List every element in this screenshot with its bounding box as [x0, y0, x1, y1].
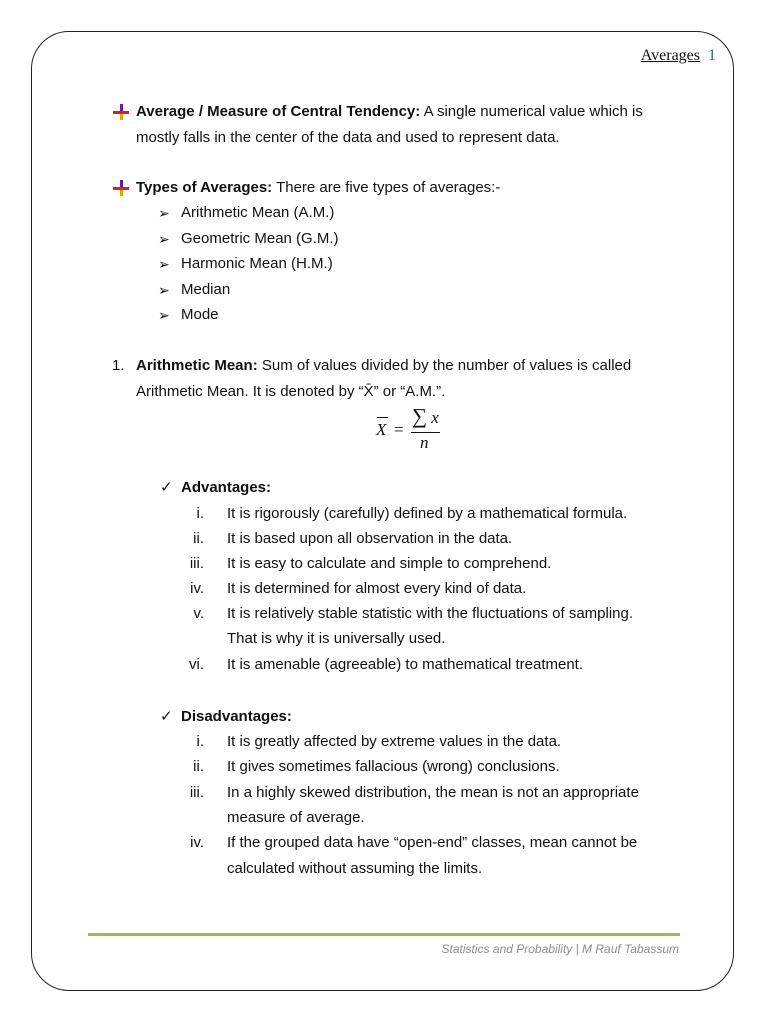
list-item-continued: calculated without assuming the limits. — [227, 860, 483, 877]
list-item: It is determined for almost every kind of data. — [227, 580, 527, 597]
list-number: iii. — [189, 555, 204, 572]
cross-bullet-icon — [113, 104, 129, 120]
types-definition: There are five types of averages:- — [272, 179, 501, 196]
footer-divider — [88, 933, 680, 936]
cross-bullet-icon — [113, 180, 129, 196]
mean-formula — [372, 404, 452, 454]
arrow-bullet-icon: ➢ — [158, 205, 170, 221]
am-term: Arithmetic Mean: — [136, 357, 258, 374]
am-line-1 — [136, 356, 631, 376]
arrow-bullet-icon: ➢ — [158, 282, 170, 298]
types-item: Median — [181, 281, 231, 298]
list-item: It is relatively stable statistic with the fluctuations of sampling. — [227, 605, 634, 622]
list-number: i. — [196, 505, 204, 522]
intro-term: Average / Measure of Central Tendency: — [136, 103, 421, 120]
list-item: It gives sometimes fallacious (wrong) conclusions. — [227, 758, 560, 775]
list-item: If the grouped data have “open-end” classes, mean cannot be — [227, 834, 638, 851]
types-item: Arithmetic Mean (A.M.) — [181, 204, 335, 221]
list-item: It is based upon all observation in the data. — [227, 530, 513, 547]
list-number: iv. — [190, 580, 204, 597]
intro-line-1 — [136, 102, 643, 122]
list-item: In a highly skewed distribution, the mean is not an appropriate — [227, 784, 639, 801]
page-header — [641, 47, 716, 65]
checkmark-icon: ✓ — [160, 479, 173, 496]
list-number: v. — [193, 605, 204, 622]
list-item: It is greatly affected by extreme values in the data. — [227, 733, 562, 750]
list-item: It is easy to calculate and simple to comprehend. — [227, 555, 552, 572]
formula-numerator: ∑ x — [412, 404, 439, 428]
list-number: iv. — [190, 834, 204, 851]
arrow-bullet-icon: ➢ — [158, 231, 170, 247]
types-term: Types of Averages: — [136, 179, 273, 196]
footer-text: Statistics and Probability | M Rauf Tabassum — [441, 942, 679, 956]
types-item: Harmonic Mean (H.M.) — [181, 255, 333, 272]
list-number: iii. — [189, 784, 204, 801]
section-number: 1. — [112, 357, 125, 374]
formula-lhs: X — [376, 420, 386, 440]
list-number: ii. — [193, 758, 204, 775]
list-number: i. — [196, 733, 204, 750]
intro-definition: A single numerical value which is — [420, 103, 643, 120]
list-number: ii. — [193, 530, 204, 547]
formula-equals: = — [394, 420, 404, 439]
disadvantages-heading: Disadvantages: — [181, 708, 292, 725]
am-definition: Sum of values divided by the number of values is called — [257, 357, 632, 374]
list-item: It is amenable (agreeable) to mathematical treatment. — [227, 656, 584, 673]
sigma-symbol: ∑ — [412, 404, 427, 428]
intro-line-2: mostly falls in the center of the data and used to represent data. — [136, 129, 560, 146]
arrow-bullet-icon: ➢ — [158, 256, 170, 272]
list-item: It is rigorously (carefully) defined by a mathematical formula. — [227, 505, 628, 522]
overline — [377, 417, 388, 418]
list-item-continued: That is why it is universally used. — [227, 630, 446, 647]
types-item: Geometric Mean (G.M.) — [181, 230, 339, 247]
types-line — [136, 178, 500, 198]
header-title: Averages — [640, 47, 700, 64]
am-line-2: Arithmetic Mean. It is denoted by “X̄” or “A.M.”. — [136, 383, 446, 400]
formula-denominator: n — [420, 433, 429, 452]
advantages-heading: Advantages: — [181, 479, 272, 496]
arrow-bullet-icon: ➢ — [158, 307, 170, 323]
list-item-continued: measure of average. — [227, 809, 365, 826]
page-number: 1 — [708, 47, 716, 64]
checkmark-icon: ✓ — [160, 708, 173, 725]
types-item: Mode — [181, 306, 219, 323]
list-number: vi. — [189, 656, 204, 673]
